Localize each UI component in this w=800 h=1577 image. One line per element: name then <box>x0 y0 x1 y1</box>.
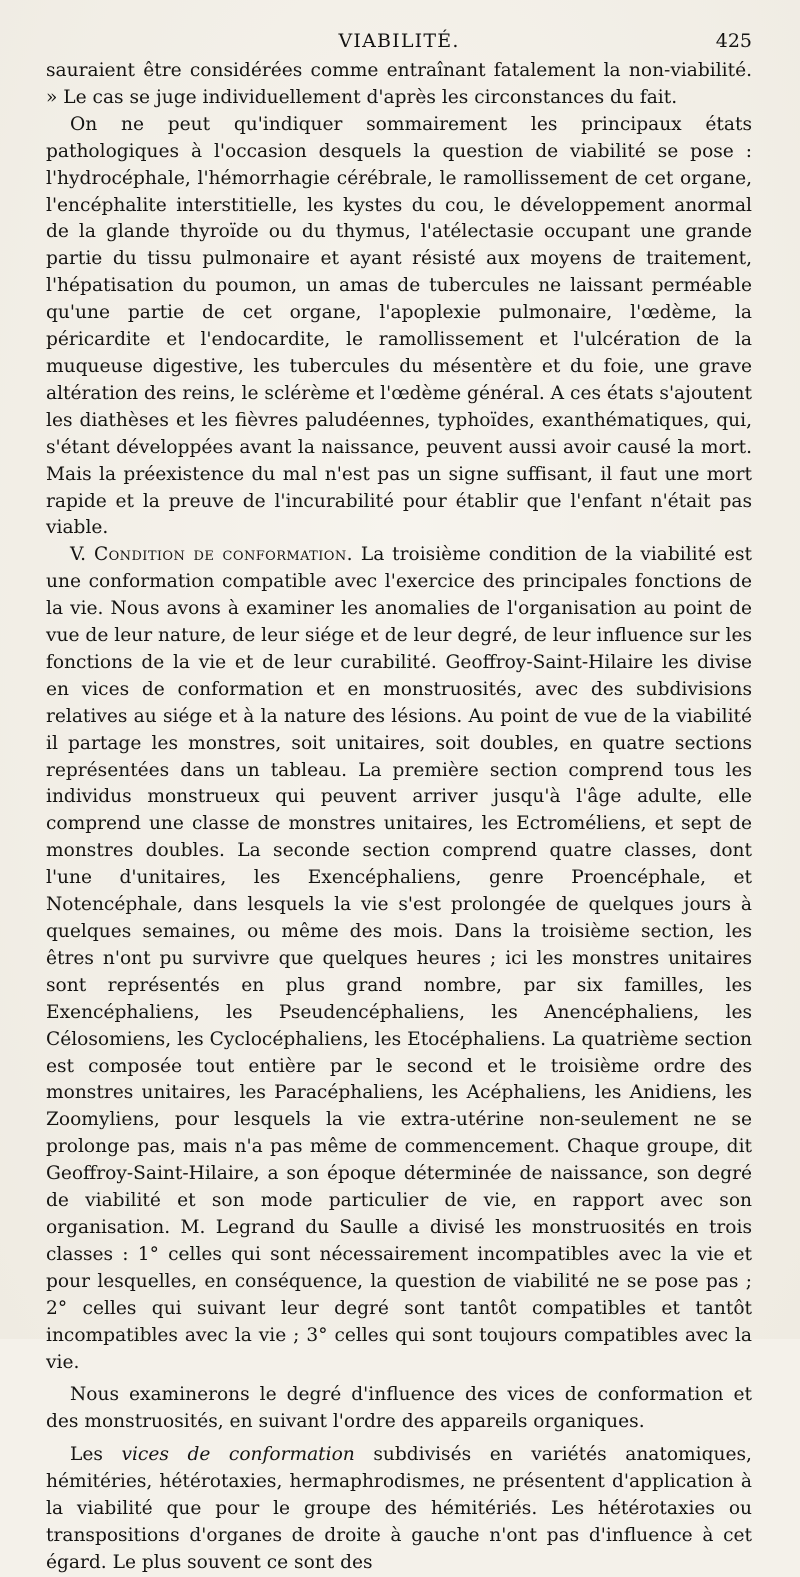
page-number: 425 <box>715 30 752 52</box>
paragraph-text: subdivisés en variétés anatomiques, hémitéries, hétérotaxies, hermaphrodismes, ne présentent d'application à la viabilité que pour le groupe des hémitériés. Les hétérotaxies ou transpositions d'organes de droite à gauche n'ont pas d'influence à cet égard. Le plus souvent ce sont des <box>46 1444 752 1573</box>
emphasis-vices-de-conformation: vices de conformation <box>121 1444 355 1466</box>
section-conformation <box>46 542 752 1376</box>
section-number: V. <box>70 544 87 566</box>
body-text <box>46 58 752 1577</box>
running-title: VIABILITÉ. <box>338 30 460 52</box>
paragraph-lead: Les <box>70 1444 103 1466</box>
running-head <box>46 28 752 58</box>
paragraph-vices <box>46 1442 752 1577</box>
paragraph-text: La troisième condition de la viabilité est une conformation compatible avec l'exercice des principales fonctions de la vie. Nous avons à examiner les anomalies de l'organisation au point de vue de leur nature, de leur siége et de leur degré, de leur influence sur les fonctions de la vie et de leur curabilité. Geoffroy-Saint-Hilaire les divise en vices de conformation et en monstruosités, avec des subdivisions relatives au siége et à la nature des lésions. Au point de vue de la viabilité il partage les monstres, soit unitaires, soit doubles, en quatre sections représentées dans un tableau. La première section comprend tous les individus monstrueux qui peuvent arriver jusqu'à l'âge adulte, elle comprend une classe de monstres unitaires, les Ectroméliens, et sept de monstres doubles. La seconde section comprend quatre classes, dont l'une d'unitaires, les Exencéphaliens, genre Proencéphale, et Notencéphale, dans lesquels la vie s'est prolongée de quelques jours à quelques semaines, ou même des mois. Dans la troisième section, les êtres n'ont pu survivre que quelques heures ; ici les monstres unitaires sont représentés en plus grand nombre, par six familles, les Exencéphaliens, les Pseudencéphaliens, les Anencéphaliens, les Célosomiens, les Cyclocéphaliens, les Etocéphaliens. La quatrième section est composée tout entière par le second et le troisième ordre des monstres unitaires, les Paracéphaliens, les Acéphaliens, les Anidiens, les Zoomyliens, pour lesquels la vie extra-utérine non-seulement ne se prolonge pas, mais n'a pas même de commencement. Chaque groupe, dit Geoffroy-Saint-Hilaire, a son époque déterminée de naissance, son degré de viabilité et son mode particulier de vie, en rapport avec son organisation. M. Legrand du Saulle a divisé les monstruosités en trois classes : 1° celles qui sont nécessairement incompatibles avec la vie et pour lesquelles, en conséquence, la question de viabilité ne se pose pas ; 2° celles qui suivant leur degré sont tantôt compatibles et tantôt incompatibles avec la vie ; 3° celles qui sont toujours compatibles avec la vie. <box>46 544 752 1373</box>
paragraph-continuation <box>46 58 752 112</box>
paragraph-text: Nous examinerons le degré d'influence des vices de conformation et des monstruosités, en suivant l'ordre des appareils organiques. <box>46 1384 752 1433</box>
paragraph-text: On ne peut qu'indiquer sommairement les principaux états pathologiques à l'occasion desquels la question de viabilité se pose : l'hydrocéphale, l'hémorrhagie cérébrale, le ramollissement de cet organe, l'encéphalite interstitielle, les kystes du cou, le développement anormal de la glande thyroïde ou du thymus, l'atélectasie occupant une grande partie du tissu pulmonaire et ayant résisté aux moyens de traitement, l'hépatisation du poumon, un amas de tubercules ne laissant perméable qu'une partie de cet organe, l'apoplexie pulmonaire, l'œdème, la péricardite et l'endocardite, le ramollissement et l'ulcération de la muqueuse digestive, les tubercules du mésentère et du foie, une grave altération des reins, le sclérème et l'œdème général. A ces états s'ajoutent les diathèses et les fièvres paludéennes, typhoïdes, exanthématiques, qui, s'étant développées avant la naissance, peuvent aussi avoir causé la mort. Mais la préexistence du mal n'est pas un signe suffisant, il faut une mort rapide et la preuve de l'incurabilité pour établir que l'enfant n'était pas viable. <box>46 113 752 539</box>
paragraph-pathological-states <box>46 112 752 543</box>
paragraph-influence <box>46 1382 752 1436</box>
paragraph-text: sauraient être considérées comme entraînant fatalement la non-viabilité. » Le cas se juge individuellement d'après les circonstances du fait. <box>46 60 752 108</box>
section-heading: Condition de conformation. <box>94 544 353 566</box>
